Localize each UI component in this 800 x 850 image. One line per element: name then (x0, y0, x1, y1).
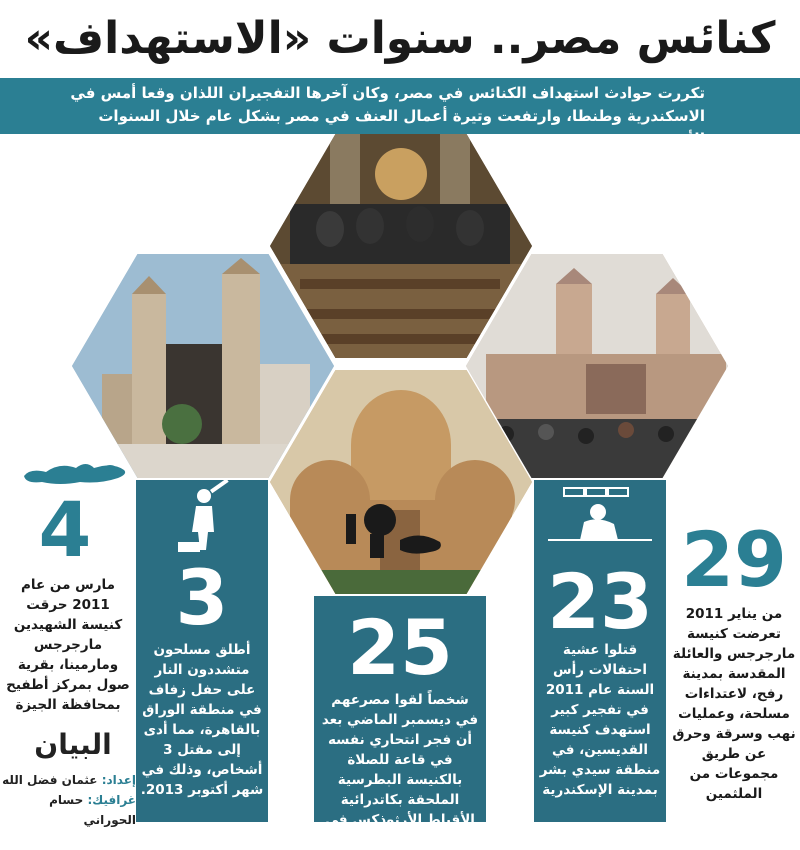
prep-credit (2, 770, 136, 790)
credits (2, 770, 136, 830)
graphic-label: غرافيك: (87, 793, 136, 807)
number-25: 25 (347, 603, 453, 692)
number-3: 3 (175, 553, 229, 642)
page-title: كنائس مصر.. سنوات «الاستهداف» (24, 13, 776, 64)
albayan-logo: البيان (34, 728, 112, 761)
event-25-text: شخصاً لقوا مصرعهم في ديسمبر الماضي بعد أن فجر انتحاري نفسه في قاعة للصلاة بالكنيسة البطرسية الملحقة بكاتدرائية الأقباط الأرثوذكس في القاهرة (321, 692, 479, 848)
gunman-icon (176, 484, 230, 554)
victim-rubble-icon (544, 484, 656, 546)
event-3-text: أطلق مسلحون متشددون النار على حفل زفاف في منطقة الوراق بالقاهرة، مما أدى إلى مقتل 3 أشخاص، وذلك في شهر أكتوبر 2013. (140, 642, 264, 798)
event-4-text: مارس من عام 2011 حرقت كنيسة الشهيدين مارجرجس ومارمينا، بقرية صول بمركز أطفيح بمحافظة الجيزة (6, 577, 130, 713)
prep-label: إعداد: (101, 773, 136, 787)
number-23: 23 (547, 557, 653, 646)
graphic-credit (2, 790, 136, 830)
event-29-text: من يناير 2011 تعرضت كنيسة مارجرجس والعائلة المقدسة بمدينة رفح، لاعتداءات مسلحة، وعمليات نهب وسرقة وحرق عن طريق مجموعات من الملثمين (672, 606, 796, 802)
explosion-icon (340, 490, 450, 560)
graphic-name: حسام الحوراني (49, 793, 136, 827)
prep-name: عثمان فضل الله (2, 773, 98, 787)
intro-text: تكررت حوادث استهداف الكنائس في مصر، وكان آخرها التفجيران اللذان وقعا أمس في الاسكندرية وطنطا، وارتفعت وتيرة أعمال العنف في مصر بشكل عام خلال السنوات الأخيرة. (70, 84, 705, 148)
event-23-text: قتلوا عشية احتفالات رأس السنة عام 2011 في تفجير كبير استهدف كنيسة القديسين، في منطقة سيدي بشر بمدينة الإسكندرية (539, 642, 661, 798)
number-4: 4 (38, 485, 92, 574)
number-29: 29 (681, 515, 787, 604)
